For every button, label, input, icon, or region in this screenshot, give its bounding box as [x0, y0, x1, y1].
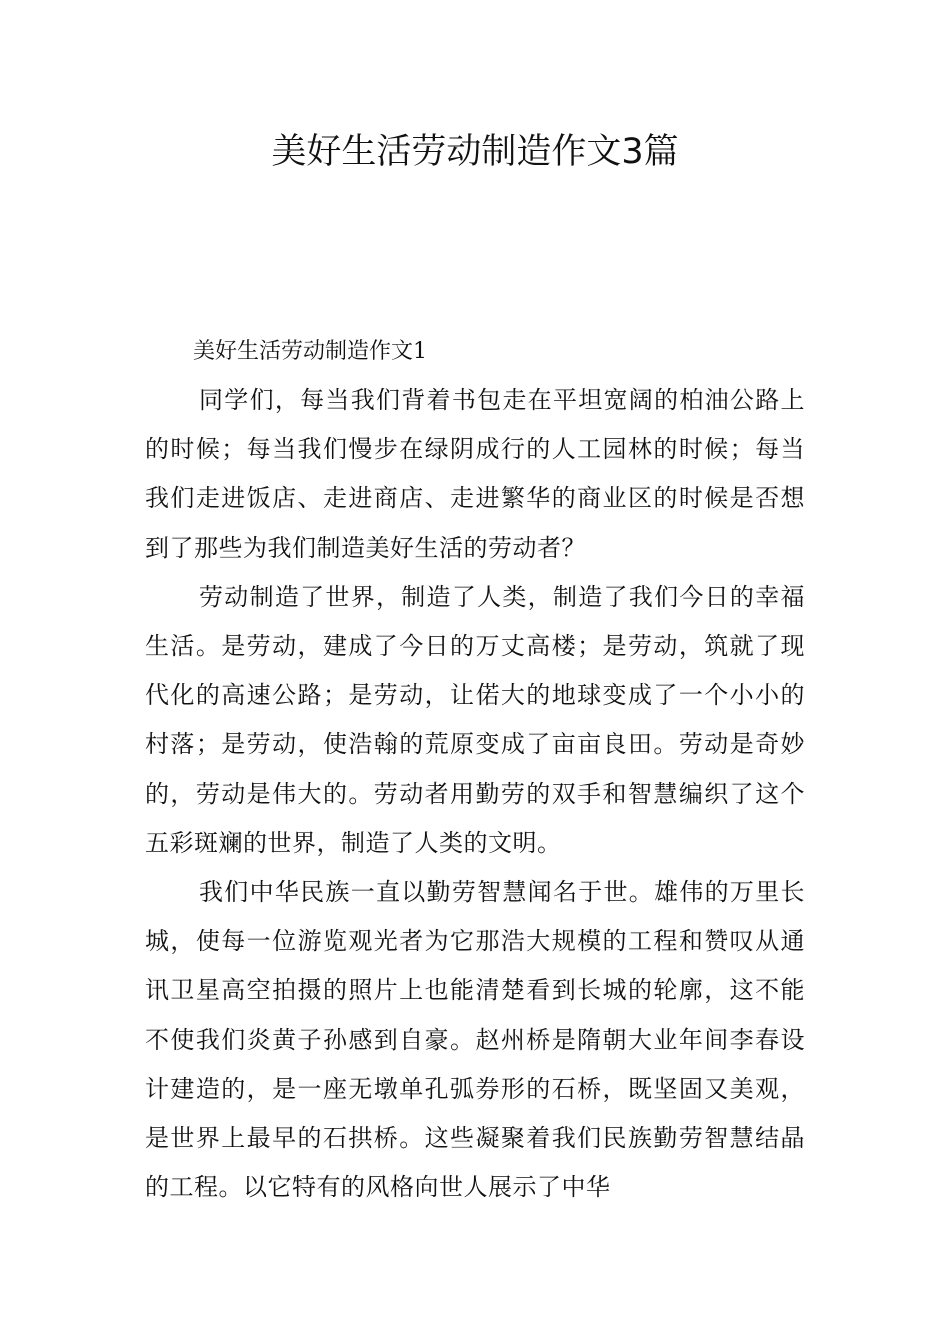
document-body [145, 328, 805, 1212]
paragraph-2: 劳动制造了世界，制造了人类，制造了我们今日的幸福生活。是劳动，建成了今日的万丈高楼；是劳动，筑就了现代化的高速公路；是劳动，让偌大的地球变成了一个小小的村落；是劳动，使浩翰的荒原变成了亩亩良田。劳动是奇妙的，劳动是伟大的。劳动者用勤劳的双手和智慧编织了这个五彩斑斓的世界，制造了人类的文明。 [145, 582, 805, 857]
paragraph-3: 我们中华民族一直以勤劳智慧闻名于世。雄伟的万里长城，使每一位游览观光者为它那浩大规模的工程和赞叹从通讯卫星高空拍摄的照片上也能清楚看到长城的轮廓，这不能不使我们炎黄子孙感到自豪。赵州桥是隋朝大业年间李春设计建造的，是一座无墩单孔弧券形的石桥，既坚固又美观，是世界上最早的石拱桥。这些凝聚着我们民族勤劳智慧结晶的工程。以它特有的风格向世人展示了中华 [145, 878, 805, 1202]
document-title: 美好生活劳动制造作文3篇 [271, 132, 679, 172]
section-heading: 美好生活劳动制造作文1 [193, 339, 427, 364]
paragraph-1: 同学们，每当我们背着书包走在平坦宽阔的柏油公路上的时候；每当我们慢步在绿阴成行的人工园林的时候；每当我们走进饭店、走进商店、走进繁华的商业区的时候是否想到了那些为我们制造美好生活的劳动者？ [145, 386, 805, 562]
